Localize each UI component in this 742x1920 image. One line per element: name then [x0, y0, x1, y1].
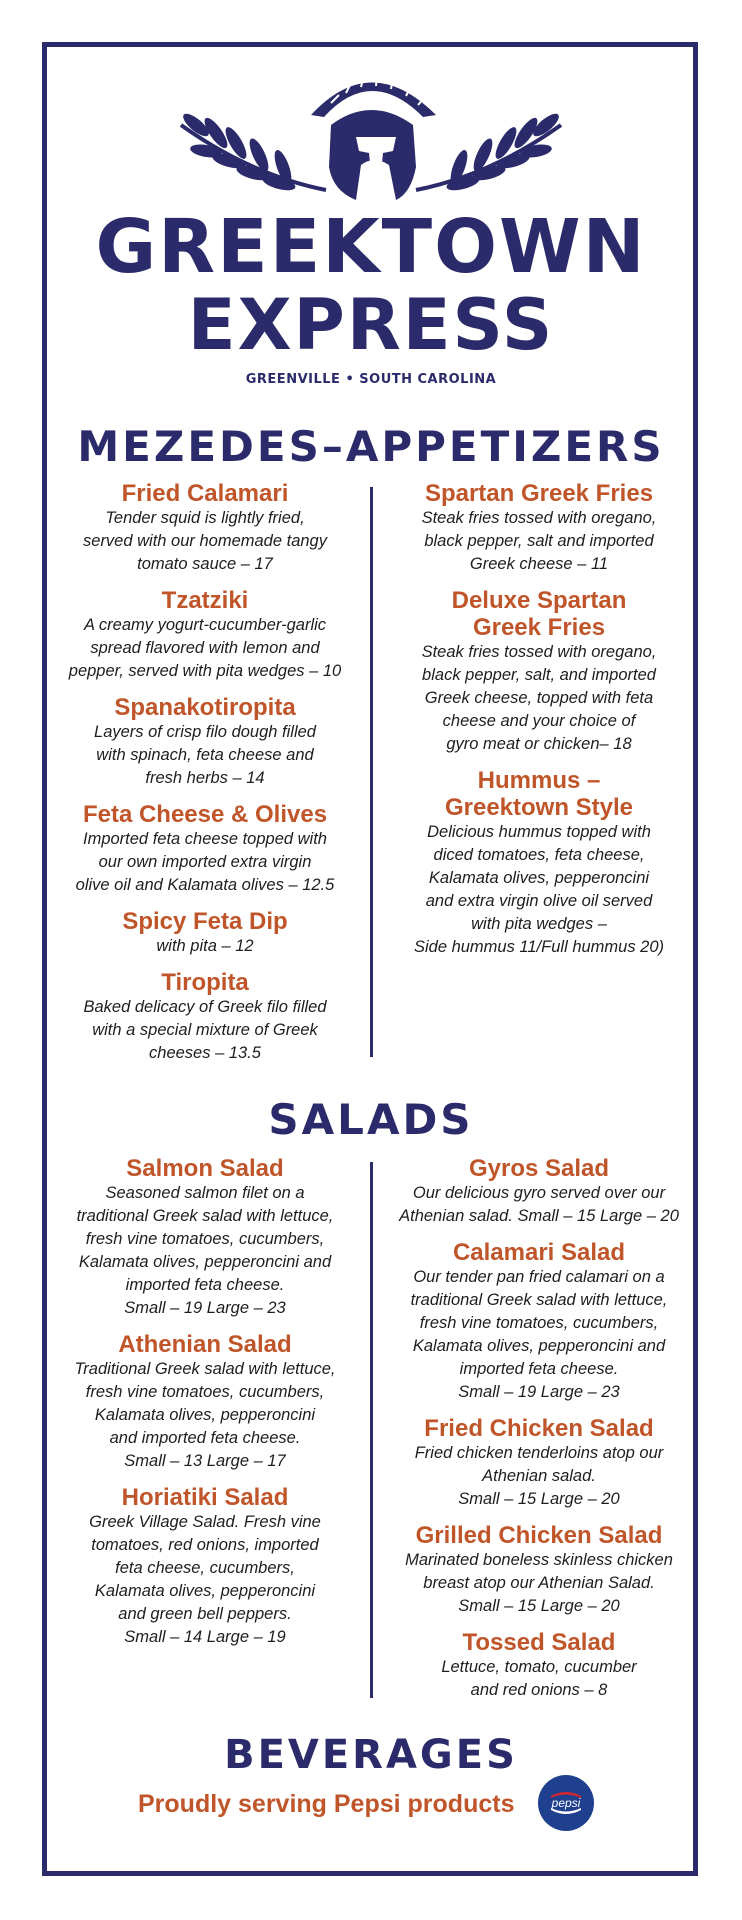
item-name: Feta Cheese & Olives [82, 801, 328, 828]
item-description: Lettuce, tomato, cucumber and red onions – 8 [441, 1658, 637, 1699]
menu-item [386, 1522, 692, 1618]
item-description: Layers of crisp filo dough filled with spinach, feta cheese and fresh herbs – 14 [94, 723, 316, 787]
item-name: Tossed Salad [462, 1629, 616, 1656]
item-name: Salmon Salad [126, 1155, 284, 1182]
item-name: Fried Calamari [121, 480, 289, 507]
item-name: Calamari Salad [452, 1239, 626, 1266]
menu-item [50, 969, 360, 1065]
menu-item [50, 1331, 360, 1473]
appetizers-left-column [50, 480, 360, 1065]
item-name: Spanakotiropita [114, 694, 296, 721]
menu-item [386, 1629, 692, 1702]
menu-item [50, 801, 360, 897]
item-description: Imported feta cheese topped with our own imported extra virgin olive oil and Kalamata olives – 12.5 [75, 830, 335, 894]
item-name: Deluxe Spartan Greek Fries [451, 587, 627, 641]
item-name: Tzatziki [161, 587, 249, 614]
menu-item [386, 1239, 692, 1404]
item-name: Horiatiki Salad [121, 1484, 289, 1511]
column-divider [370, 487, 373, 1057]
pepsi-logo-text: pepsi [551, 1796, 581, 1810]
pepsi-globe-icon [537, 1774, 595, 1832]
item-description: Steak fries tossed with oregano, black pepper, salt and imported Greek cheese – 11 [421, 509, 657, 573]
menu-item [386, 767, 692, 959]
item-description: Greek Village Salad. Fresh vine tomatoes, red onions, imported feta cheese, cucumbers, Kalamata olives, pepperoncini and green bell peppers. Small – 14 Large – 19 [89, 1513, 321, 1646]
salads-right-column [386, 1155, 692, 1702]
item-description: Fried chicken tenderloins atop our Athenian salad. Small – 15 Large – 20 [414, 1444, 664, 1508]
item-description: Marinated boneless skinless chicken breast atop our Athenian Salad. Small – 15 Large – 20 [405, 1551, 673, 1615]
item-name: Athenian Salad [118, 1331, 292, 1358]
menu-item [386, 1415, 692, 1511]
column-divider [370, 1162, 373, 1698]
item-description: Traditional Greek salad with lettuce, fresh vine tomatoes, cucumbers, Kalamata olives, pepperoncini and imported feta cheese. Small – 13 Large – 17 [74, 1360, 336, 1470]
appetizers-right-column [386, 480, 692, 959]
item-name: Tiropita [161, 969, 249, 996]
item-description: Steak fries tossed with oregano, black pepper, salt, and imported Greek cheese, topped with feta cheese and your choice of gyro meat or chicken– 18 [421, 643, 657, 753]
item-name: Hummus – Greektown Style [444, 767, 634, 821]
item-description: Our tender pan fried calamari on a traditional Greek salad with lettuce, fresh vine tomatoes, cucumbers, Kalamata olives, pepperoncini and imported feta cheese. Small – 19 Large – 23 [410, 1268, 668, 1401]
section-title-salads: SALADS [0, 1095, 742, 1144]
menu-item [386, 480, 692, 576]
brand-name-line2: EXPRESS [187, 284, 555, 366]
menu-item [50, 1484, 360, 1649]
salads-left-column [50, 1155, 360, 1649]
spartan-helmet-laurel-icon [161, 55, 581, 205]
item-description: Delicious hummus topped with diced tomatoes, feta cheese, Kalamata olives, pepperoncini and extra virgin olive oil served with pita wedges – Side hummus 11/Full hummus 20) [413, 823, 665, 956]
item-description: Seasoned salmon filet on a traditional Greek salad with lettuce, fresh vine tomatoes, cucumbers, Kalamata olives, pepperoncini and imported feta cheese. Small – 19 Large – 23 [76, 1184, 334, 1317]
item-name: Fried Chicken Salad [424, 1415, 654, 1442]
item-name: Grilled Chicken Salad [415, 1522, 663, 1549]
item-description: with pita – 12 [156, 937, 254, 955]
menu-item [50, 480, 360, 576]
item-description: Our delicious gyro served over our Athenian salad. Small – 15 Large – 20 [399, 1184, 679, 1225]
section-title-beverages: BEVERAGES [0, 1732, 742, 1778]
item-description: Baked delicacy of Greek filo filled with a special mixture of Greek cheeses – 13.5 [83, 998, 327, 1062]
item-name: Gyros Salad [468, 1155, 610, 1182]
menu-item [50, 587, 360, 683]
item-description: Tender squid is lightly fried, served with our homemade tangy tomato sauce – 17 [83, 509, 327, 573]
item-description: A creamy yogurt-cucumber-garlic spread flavored with lemon and pepper, served with pita wedges – 10 [68, 616, 342, 680]
brand-name-line1: GREEKTOWN [95, 204, 647, 290]
item-name: Spicy Feta Dip [122, 908, 288, 935]
menu-item [386, 587, 692, 756]
brand-tagline: GREENVILLE • SOUTH CAROLINA [245, 372, 497, 387]
beverages-note: Proudly serving Pepsi products [138, 1790, 515, 1818]
menu-item [50, 908, 360, 958]
menu-item [50, 1155, 360, 1320]
menu-item [50, 694, 360, 790]
item-name: Spartan Greek Fries [424, 480, 654, 507]
section-title-appetizers: MEZEDES–APPETIZERS [0, 422, 742, 471]
menu-item [386, 1155, 692, 1228]
logo [0, 55, 742, 205]
